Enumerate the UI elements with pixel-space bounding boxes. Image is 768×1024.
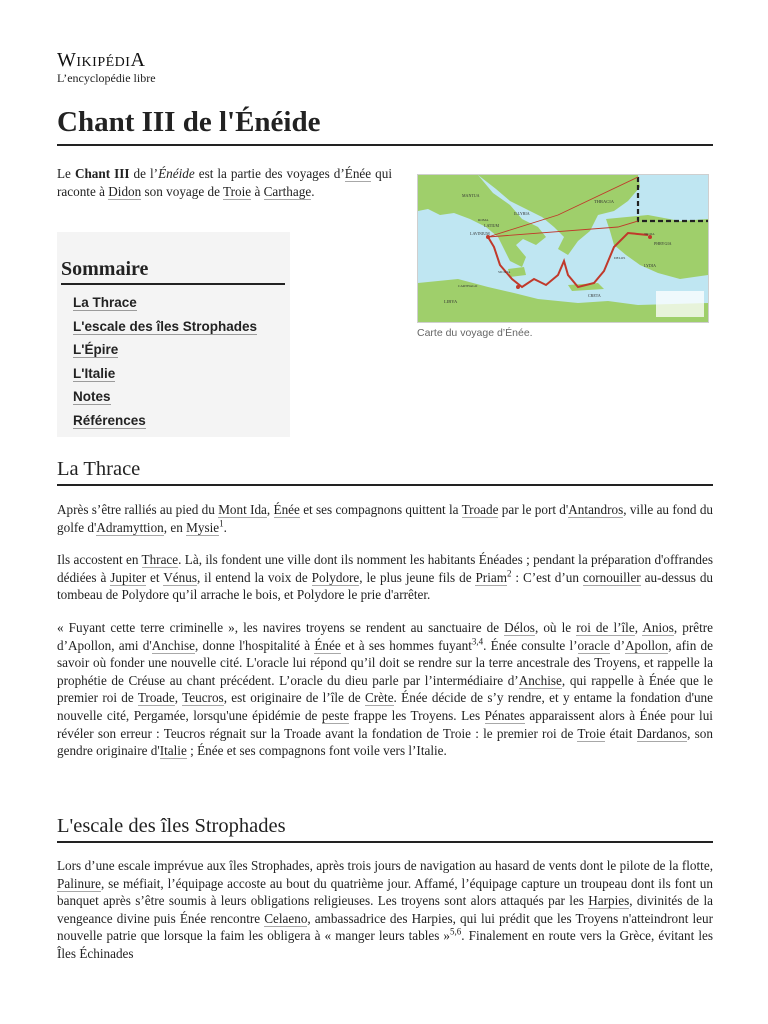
- svg-text:TROIA: TROIA: [644, 232, 655, 236]
- toc-item-strophades[interactable]: L'escale des îles Strophades: [73, 318, 258, 334]
- link-teucros[interactable]: Teucros: [182, 690, 224, 706]
- link-cornouiller[interactable]: cornouiller: [582, 569, 641, 585]
- section-strophades: [57, 857, 713, 1024]
- link-didon[interactable]: Didon: [108, 183, 142, 199]
- link-enee[interactable]: Énée: [344, 166, 372, 181]
- toc-item-references[interactable]: Références: [73, 412, 146, 428]
- svg-text:LYDIA: LYDIA: [644, 263, 657, 268]
- page-title: Chant III de l'Énéide: [57, 100, 713, 146]
- svg-text:CARTHAGO: CARTHAGO: [458, 284, 478, 288]
- map-figure: [417, 174, 709, 340]
- link-enee[interactable]: Énée: [314, 637, 341, 653]
- toc-item-la-thrace[interactable]: La Thrace: [73, 295, 137, 310]
- toc-item-italie[interactable]: L'Italie: [73, 365, 116, 381]
- svg-text:CRETA: CRETA: [588, 293, 601, 298]
- voyage-map-image[interactable]: [417, 174, 709, 323]
- wikipedia-tagline: L’encyclopédie libre: [57, 71, 156, 85]
- link-anios[interactable]: Anios: [642, 619, 674, 635]
- footnote-ref[interactable]: 1: [219, 518, 224, 529]
- svg-text:DELOS: DELOS: [614, 256, 626, 260]
- link-delos[interactable]: Délos: [504, 619, 535, 635]
- link-crete[interactable]: Crète: [364, 690, 394, 706]
- link-priam[interactable]: Priam: [475, 569, 507, 585]
- paragraph: Lors d’une escale imprévue aux îles Strophades, après trois jours de navigation au hasard de vents dont le pilote de la flotte, Palinure, se méfiait, l’équipage accoste au bout du quatrième jour. Affamé, l’équipage capture un troupeau dont ils font un banquet après s’être soumis à leurs obligations religieuses. Les troyens sont alors attaqués par les Harpies, divinités de la vengeance divine puis Énée rencontre Celaeno, ambassadrice des Harpies, qui lui prédit que les Troyens n'atteindront leur nouvelle patrie que lorsque la faim les obligera à « manger leurs tables »$^{5,6}$. Finalement en route vers la Grèce, évitant les Îles Échinades: [57, 858, 713, 961]
- paragraph: Après s’être ralliés au pied du Mont Ida, Énée et ses compagnons quittent la Troade par le port d'Antandros, ville au fond du golfe d'Adramyttion, en Mysie$^1$.: [57, 502, 714, 535]
- link-palinure[interactable]: Palinure: [57, 875, 101, 891]
- link-troade[interactable]: Troade: [137, 690, 175, 706]
- toc-item-notes[interactable]: Notes: [73, 389, 111, 404]
- toc-list: [73, 291, 257, 432]
- link-thrace[interactable]: Thrace: [141, 552, 179, 568]
- link-oracle[interactable]: oracle: [577, 637, 610, 653]
- toc-title: Sommaire: [61, 256, 285, 285]
- svg-text:LATIUM: LATIUM: [484, 223, 500, 228]
- wikipedia-logo[interactable]: [57, 50, 156, 85]
- link-mysie[interactable]: Mysie: [186, 519, 220, 535]
- link-adramyttion[interactable]: Adramyttion: [96, 519, 164, 535]
- link-antandros[interactable]: Antandros: [568, 502, 624, 517]
- table-of-contents: [57, 232, 290, 437]
- link-roi-de-lile[interactable]: roi de l’île: [576, 619, 635, 635]
- link-italie[interactable]: Italie: [159, 743, 187, 759]
- intro-paragraph: Le Chant III de l’Énéide est la partie des voyages d’Énée qui raconte à Didon son voyage de Troie à Carthage.: [57, 166, 392, 199]
- link-anchise[interactable]: Anchise: [151, 637, 195, 653]
- link-peste[interactable]: peste: [321, 707, 349, 723]
- link-penates[interactable]: Pénates: [484, 707, 525, 723]
- footnote-ref[interactable]: 2: [506, 568, 512, 579]
- svg-text:ILLYRIA: ILLYRIA: [514, 211, 530, 216]
- link-troade[interactable]: Troade: [461, 502, 499, 517]
- footnote-ref[interactable]: 5,6: [450, 926, 462, 937]
- link-jupiter[interactable]: Jupiter: [110, 569, 147, 585]
- svg-text:LIBYA: LIBYA: [444, 299, 458, 304]
- link-troie[interactable]: Troie: [223, 183, 252, 199]
- link-dardanos[interactable]: Dardanos: [636, 725, 688, 741]
- footnote-ref[interactable]: 3,4: [471, 636, 484, 647]
- link-mont-ida[interactable]: Mont Ida: [218, 502, 267, 517]
- section-la-thrace: [57, 501, 713, 760]
- paragraph: Ils accostent en Thrace. Là, ils fondent une ville dont ils nomment les habitants Énéades ; pendant la préparation d'offrandes dédiées à Jupiter et Vénus, il entend la voix de Polydore, le plus jeune fils de Priam$^2$ : C’est d’un cornouiller au-dessus du tombeau de Polydore qu’il arrache le bois, et Polydore le prie d'arrêter.: [57, 552, 714, 603]
- link-celaeno[interactable]: Celaeno: [264, 910, 308, 926]
- link-polydore[interactable]: Polydore: [311, 569, 360, 585]
- section-heading-la-thrace: La Thrace: [57, 455, 713, 486]
- section-heading-strophades: L'escale des îles Strophades: [57, 812, 713, 843]
- map-caption: Carte du voyage d’Énée.: [417, 327, 533, 339]
- svg-text:ROMA: ROMA: [478, 218, 489, 222]
- svg-text:PHRYGIA: PHRYGIA: [654, 241, 672, 246]
- paragraph: « Fuyant cette terre criminelle », les navires troyens se rendent au sanctuaire de Délos, où le roi de l’île, Anios, prêtre d’Apollon, ami d'Anchise, donne l'hospitalité à Énée et à ses hommes fuyant$^{3,4}$. Énée consulte l’oracle d’Apollon, afin de savoir où fonder une nouvelle cité. L'oracle lui répond qu’il doit se rendre sur la terre ancestrale des Troyens, et rappelle la prophétie de Créuse au chant précédent. L’oracle du dieu parle par l’intermédiaire d’Anchise, qui rappelle à Énée que le premier roi de Troade, Teucros, est originaire de l’île de Crète. Énée décide de s’y rendre, et y entame la fondation d'une nouvelle cité, Pergamée, lorsqu'une épidémie de peste frappe les Troyens. Les Pénates apparaissent alors à Énée pour lui révéler son erreur : Teucros régnait sur la Troade avant la fondation de Troie : le premier roi de Troie était Dardanos, son gendre originaire d'Italie ; Énée et ses compagnons font voile vers l’Italie.: [57, 619, 713, 759]
- link-carthage[interactable]: Carthage: [263, 183, 312, 199]
- svg-text:LAVINIUM: LAVINIUM: [470, 231, 490, 236]
- svg-text:SICILIA: SICILIA: [498, 270, 511, 274]
- link-apollon[interactable]: Apollon: [625, 637, 669, 653]
- link-troie[interactable]: Troie: [577, 725, 606, 741]
- link-venus[interactable]: Vénus: [163, 569, 197, 585]
- link-enee[interactable]: Énée: [273, 502, 300, 517]
- toc-item-epire[interactable]: L'Épire: [73, 342, 119, 357]
- wikipedia-wordmark: WikipédiA: [57, 49, 146, 71]
- link-harpies[interactable]: Harpies: [588, 893, 630, 909]
- svg-text:MANTUA: MANTUA: [462, 193, 480, 198]
- svg-text:THRACIA: THRACIA: [594, 199, 614, 204]
- link-anchise[interactable]: Anchise: [518, 672, 562, 688]
